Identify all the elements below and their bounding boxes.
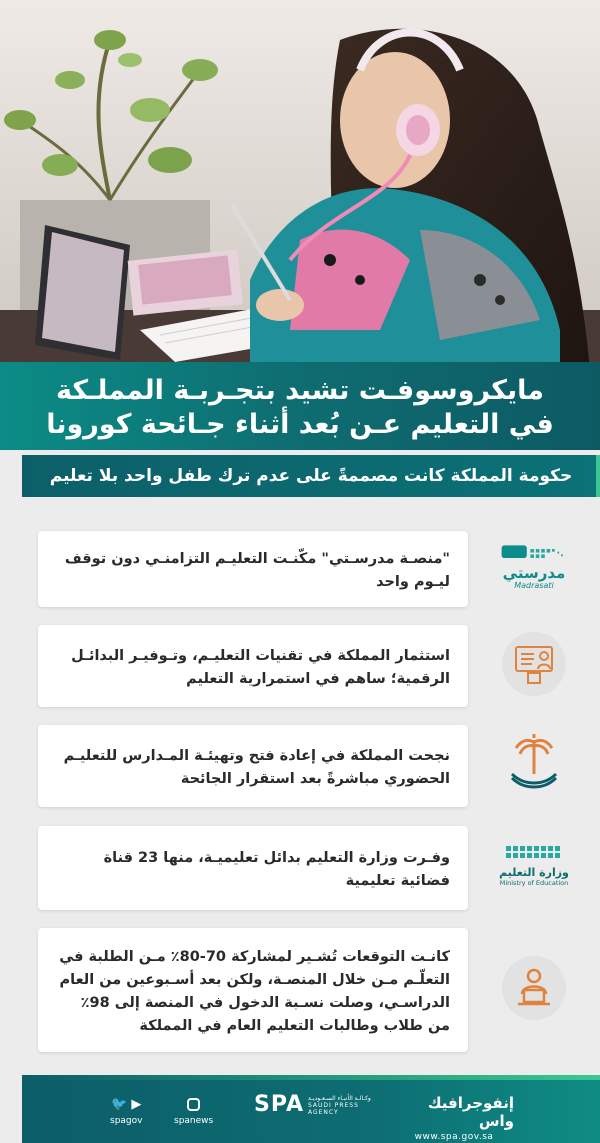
card-5-icon-wrap	[498, 952, 570, 1024]
subtitle-text: حكومة المملكة كانت مصممةً على عدم ترك طفل واحد بلا تعليم	[49, 466, 573, 486]
tablet-icon	[35, 225, 130, 360]
social-handle-spanews: spanews	[174, 1116, 214, 1126]
youtube-icon[interactable]: ▶	[131, 1096, 142, 1112]
card-5	[38, 928, 468, 1052]
card-4	[38, 826, 468, 910]
brand-url[interactable]: www.spa.gov.sa	[414, 1132, 494, 1142]
info-brand	[394, 1094, 514, 1142]
ministry-logo-sub: Ministry of Education	[499, 879, 569, 887]
twitter-icon[interactable]: 🐦	[111, 1096, 128, 1112]
madrasati-logo-sub: Madrasati	[514, 581, 554, 590]
subtitle-bar	[22, 455, 600, 497]
spa-logo	[254, 1094, 371, 1116]
card-5-text: كانـت التوقعات تُشـير لمشاركة 70-80٪ مـن الطلبة في التعلّـم مـن خلال المنصـة، ولكن بعد أسـبوعين من العام الدراسـي، وصلت نسـبة الدخول في المنصة إلى 98٪ من طلاب وطالبات التعليم العام في المملكة	[59, 949, 450, 1034]
social-handle-spagov: spagov	[110, 1116, 143, 1126]
card-2-text: استثمار المملكة في تقنيات التعليـم، وتـوفيـر البدائـل الرقمية؛ ساهم في استمرارية التعليم	[71, 648, 450, 687]
title-line-1: مايكروسوفـت تشيد بتجـربـة المملـكة	[56, 375, 544, 406]
spa-en-2: AGENCY	[307, 1108, 339, 1116]
saudi-emblem-icon	[498, 726, 570, 798]
footer-accent	[22, 1075, 600, 1080]
brand-name: إنفوجرافيك واس	[427, 1094, 514, 1130]
social-icons-group	[111, 1096, 141, 1112]
card-3-text: نجحت المملكة في إعادة فتح وتهيئـة المـدارس للتعليـم الحضوري مباشرةً بعد استقرار الجائحة	[63, 748, 450, 787]
card-1-text: "منصـة مدرسـتي" مكّنـت التعليـم التزامنـي دون توقف ليـوم واحد	[64, 551, 450, 590]
ministry-logo-text: وزارة التعليم	[499, 866, 569, 879]
card-3	[38, 725, 468, 807]
title-line-2: في التعليم عـن بُعد أثناء جـائحة كورونا	[46, 409, 554, 440]
ministry-education-icon	[498, 826, 570, 898]
card-2-icon-wrap	[498, 628, 570, 700]
student-laptop-icon	[502, 956, 566, 1020]
title-banner	[0, 362, 600, 450]
social-spagov[interactable]	[110, 1096, 142, 1126]
social-spanews[interactable]	[174, 1096, 213, 1126]
online-learning-icon	[502, 632, 566, 696]
madrasati-logo	[494, 565, 574, 590]
hero-illustration	[0, 0, 600, 375]
spa-en-1: SAUDI PRESS	[307, 1101, 359, 1109]
card-4-text: وفـرت وزارة التعليم بدائل تعليميـة، منها 23 قناة فضائية تعليمية	[103, 850, 450, 889]
subtitle-accent	[596, 455, 600, 497]
madrasati-logo-text: مدرستي	[502, 564, 566, 582]
spa-arabic: وكـالـة الأنبـاء السـعـوديـة	[307, 1094, 371, 1102]
spa-logo-text: SPA	[254, 1092, 304, 1117]
card-2	[38, 625, 468, 707]
instagram-icon[interactable]	[187, 1098, 200, 1111]
ministry-logo	[488, 866, 580, 887]
card-1	[38, 531, 468, 607]
footer	[22, 1080, 600, 1143]
hero-photo	[0, 0, 600, 375]
